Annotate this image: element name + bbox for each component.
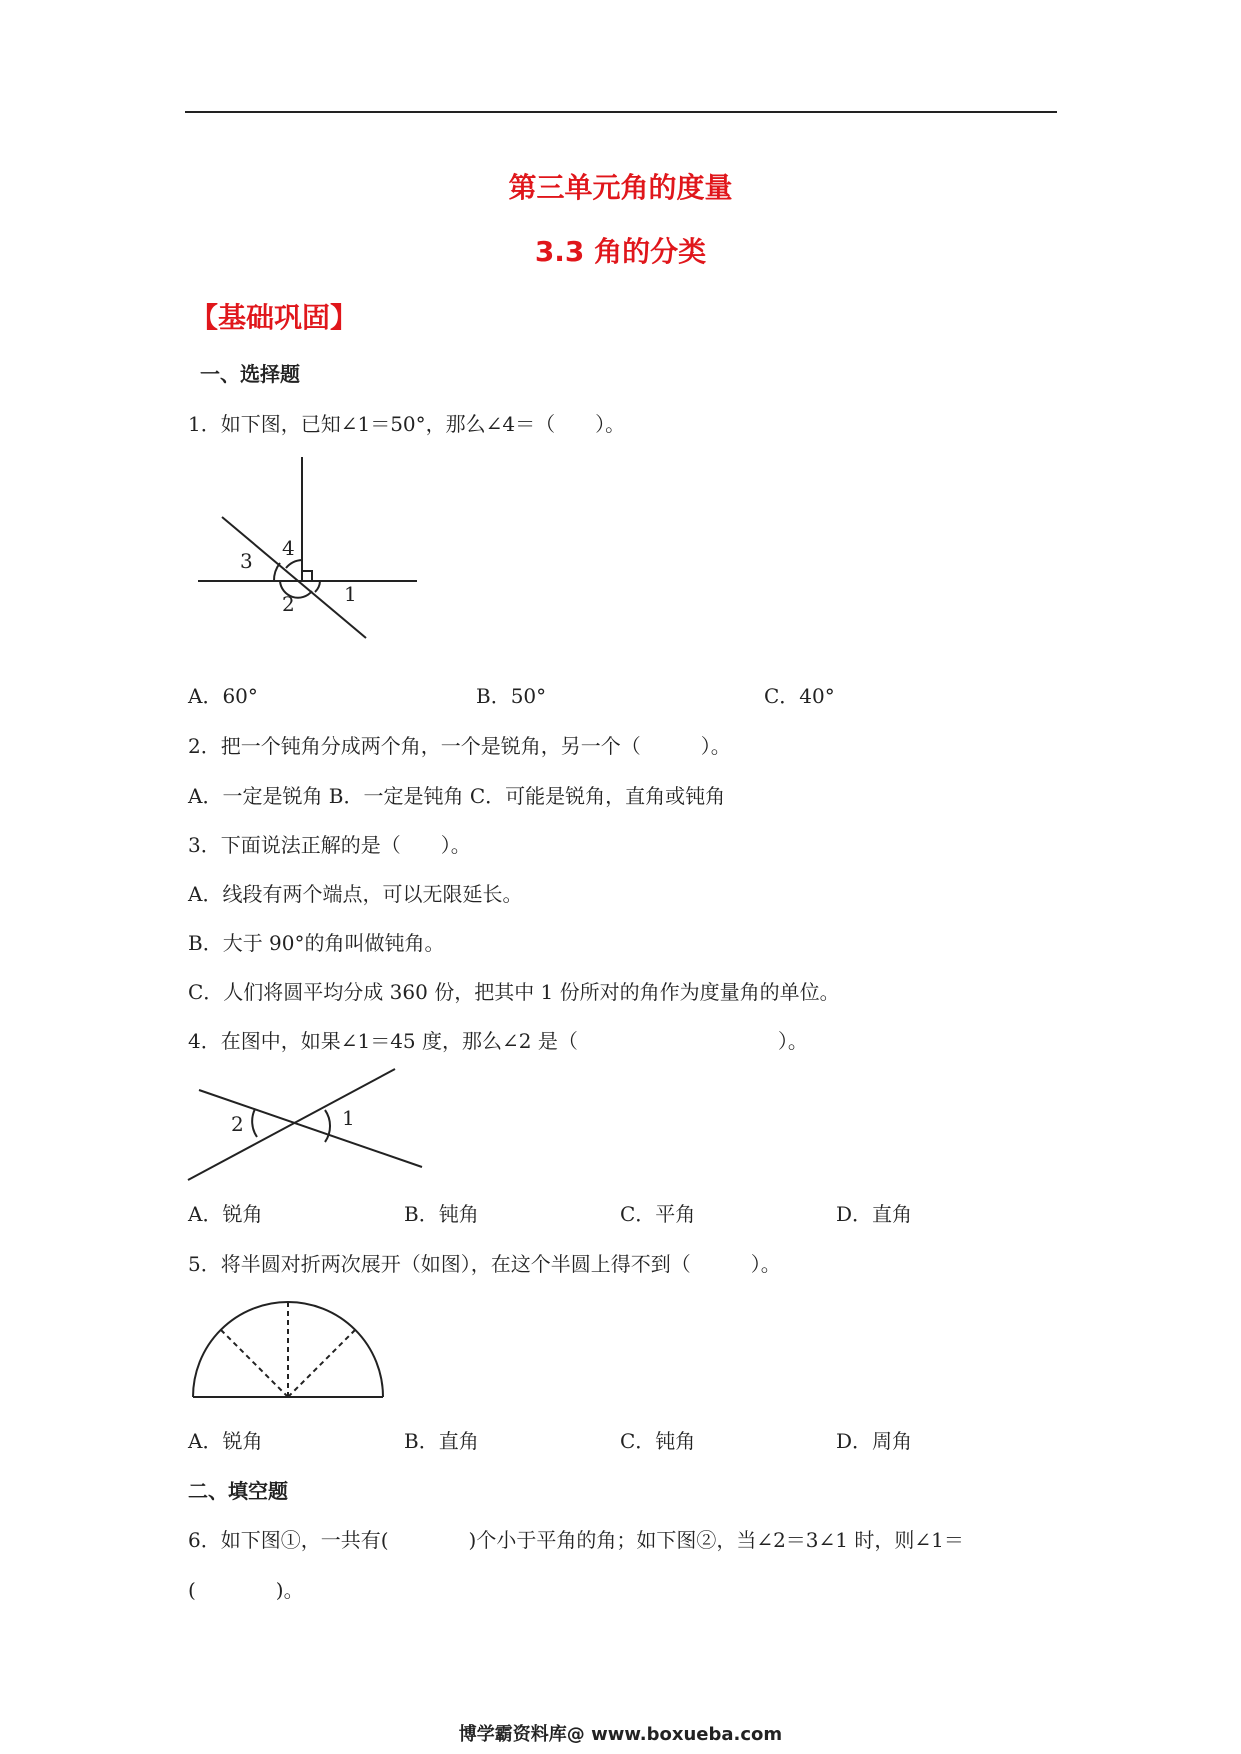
- q3-option-b: B．大于 90°的角叫做钝角。: [188, 931, 445, 955]
- q3-option-a: A．线段有两个端点，可以无限延长。: [188, 882, 523, 906]
- q5-option-a: A．锐角: [188, 1429, 263, 1453]
- q4-option-a: A．锐角: [188, 1202, 263, 1226]
- q1-label-2: 2: [282, 592, 295, 616]
- q4-label-1: 1: [342, 1106, 355, 1130]
- q5-option-b: B．直角: [404, 1429, 479, 1453]
- section-label: 【基础巩固】: [190, 301, 359, 334]
- q6-text-line2: ( )。: [188, 1578, 304, 1602]
- q5-figure: [185, 1295, 385, 1410]
- footer-watermark: 博学霸资料库@ www.boxueba.com: [458, 1724, 783, 1745]
- unit-title: 第三单元角的度量: [508, 171, 733, 204]
- q1-figure: [190, 455, 430, 645]
- part1-heading: 一、选择题: [200, 362, 300, 386]
- q1-angle1-arc: [315, 581, 320, 592]
- q5-option-d: D．周角: [836, 1429, 913, 1453]
- q1-label-3: 3: [240, 549, 253, 573]
- lesson-title: 3.3 角的分类: [534, 235, 707, 268]
- part2-heading: 二、填空题: [188, 1479, 288, 1503]
- q4-option-b: B．钝角: [404, 1202, 479, 1226]
- q5-text: 5．将半圆对折两次展开（如图），在这个半圆上得不到（ ）。: [188, 1252, 781, 1276]
- q4-angle2-arc: [252, 1109, 257, 1137]
- header-rule: [185, 111, 1057, 113]
- q5-fold-left: [221, 1330, 288, 1397]
- q1-text: 1．如下图，已知∠1＝50°，那么∠4＝（ ）。: [188, 412, 626, 436]
- q1-option-c: C．40°: [764, 684, 835, 708]
- q1-angle3-arc: [274, 563, 280, 581]
- q3-option-c: C．人们将圆平均分成 360 份，把其中 1 份所对的角作为度量角的单位。: [188, 980, 840, 1004]
- q6-text-line1: 6．如下图①，一共有( )个小于平角的角；如下图②，当∠2＝3∠1 时，则∠1＝: [188, 1528, 964, 1552]
- q5-fold-right: [288, 1330, 355, 1397]
- q4-option-c: C．平角: [620, 1202, 696, 1226]
- q4-angle1-arc: [325, 1110, 330, 1142]
- q2-options: A．一定是锐角 B．一定是钝角 C．可能是锐角，直角或钝角: [188, 784, 726, 808]
- q1-right-angle-mark: [302, 571, 312, 581]
- q4-line-b: [188, 1069, 395, 1180]
- q4-option-d: D．直角: [836, 1202, 913, 1226]
- q5-option-c: C．钝角: [620, 1429, 696, 1453]
- q1-option-b: B．50°: [476, 684, 547, 708]
- q4-figure: [185, 1065, 435, 1185]
- q2-text: 2．把一个钝角分成两个角，一个是锐角，另一个（ ）。: [188, 734, 731, 758]
- q1-angle4-arc: [286, 560, 302, 568]
- q1-label-4: 4: [282, 536, 295, 560]
- q4-text: 4．在图中，如果∠1＝45 度，那么∠2 是（ ）。: [188, 1029, 808, 1053]
- q1-label-1: 1: [344, 582, 357, 606]
- q1-option-a: A．60°: [188, 684, 258, 708]
- q4-label-2: 2: [231, 1112, 244, 1136]
- q3-text: 3．下面说法正解的是（ ）。: [188, 833, 471, 857]
